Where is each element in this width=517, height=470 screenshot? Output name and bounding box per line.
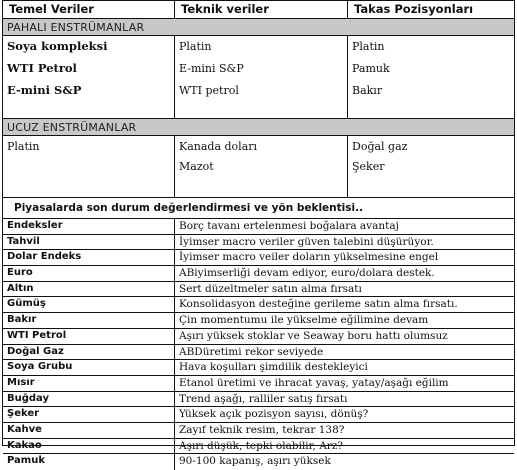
expensive-technical-item: E-mini S&P — [179, 62, 244, 75]
expensive-position-item: Bakır — [352, 84, 383, 97]
instrument-outlook: İyimser macro veiler doların yükselmesine engel — [179, 251, 439, 264]
expensive-instruments-row — [3, 36, 514, 119]
instrument-name: Gümüş — [3, 297, 175, 312]
table-row — [3, 392, 514, 408]
instrument-name: Pamuk — [3, 454, 175, 470]
header-technicals: Teknik veriler — [175, 1, 348, 18]
header-positions: Takas Pozisyonları — [354, 2, 474, 16]
table-row — [3, 313, 514, 329]
instrument-outlook: ABiyimserliği devam ediyor, euro/dolara destek. — [179, 267, 435, 280]
table-row — [3, 297, 514, 313]
instrument-name: Altın — [3, 282, 175, 297]
instrument-name: Buğday — [3, 392, 175, 407]
table-row — [3, 235, 514, 251]
cheap-technicals-cell — [175, 136, 348, 197]
cheap-technical-item: Mazot — [179, 160, 214, 173]
table-row — [3, 266, 514, 282]
table-row — [3, 376, 514, 392]
table-row — [3, 423, 514, 439]
assessment-table — [3, 219, 514, 470]
instrument-name: Euro — [3, 266, 175, 281]
cheap-position-item: Şeker — [352, 160, 385, 173]
table-row — [3, 439, 514, 455]
instrument-outlook: 90-100 kapanış, aşırı yüksek — [179, 455, 331, 468]
expensive-technical-item: WTI petrol — [179, 84, 239, 97]
instrument-name: Soya Grubu — [3, 360, 175, 375]
table-row — [3, 329, 514, 345]
assessment-title: Piyasalarda son durum değerlendirmesi ve yön beklentisi.. — [3, 198, 514, 219]
table-row — [3, 360, 514, 376]
expensive-section-label: PAHALI ENSTRÜMANLAR — [3, 19, 514, 36]
cheap-section-label: UCUZ ENSTRÜMANLAR — [3, 119, 514, 136]
instrument-outlook: ABDüretimi rekor seviyede — [179, 345, 324, 358]
cheap-fundamental-item: Platin — [7, 140, 40, 153]
instrument-outlook: Sert düzeltmeler satın alma fırsatı — [179, 282, 362, 295]
instrument-outlook: Aşırı yüksek stoklar ve Seaway boru hattı olumsuz — [179, 329, 448, 342]
instrument-name: Bakır — [3, 313, 175, 328]
table-row — [3, 454, 514, 470]
header-fundamentals: Temel Veriler — [3, 1, 175, 18]
expensive-technical-item: Platin — [179, 40, 212, 53]
instrument-outlook: Konsolidasyon desteğine gerileme satın alma fırsatı. — [179, 298, 458, 311]
instrument-outlook: Çin momentumu ile yükselme eğilimine devam — [179, 314, 429, 327]
cheap-technical-item: Kanada doları — [179, 140, 258, 153]
instrument-outlook: Aşırı düşük, tepki olabilir, Arz? — [179, 439, 343, 452]
expensive-fundamental-item: E-mini S&P — [7, 83, 82, 97]
cheap-positions-cell — [348, 136, 514, 197]
instrument-name: Tahvil — [3, 235, 175, 250]
table-row — [3, 282, 514, 298]
market-outlook-table — [2, 0, 515, 468]
instrument-name: Kakao — [3, 439, 175, 454]
table-row — [3, 219, 514, 235]
instrument-name: Şeker — [3, 407, 175, 422]
expensive-technicals-cell — [175, 36, 348, 118]
expensive-position-item: Platin — [352, 40, 385, 53]
instrument-name: Mısır — [3, 376, 175, 391]
table-row — [3, 407, 514, 423]
expensive-positions-cell — [348, 36, 514, 118]
instrument-outlook: Yüksek açık pozisyon sayısı, dönüş? — [179, 408, 369, 421]
instrument-name: Kahve — [3, 423, 175, 438]
cheap-fundamentals-cell — [3, 136, 175, 197]
instrument-name: WTI Petrol — [3, 329, 175, 344]
instrument-name: Dolar Endeks — [3, 250, 175, 265]
cheap-instruments-row — [3, 136, 514, 198]
expensive-position-item: Pamuk — [352, 62, 390, 75]
instrument-outlook: Hava koşulları şimdilik destekleyici — [179, 361, 368, 374]
instrument-name: Endeksler — [3, 219, 175, 234]
instrument-outlook: Etanol üretimi ve ihracat yavaş, yatay/aşağı eğilim — [179, 376, 449, 389]
header-row — [3, 1, 514, 19]
expensive-fundamental-item: WTI Petrol — [7, 61, 77, 75]
instrument-outlook: Trend aşağı, ralliler satış fırsatı — [179, 392, 348, 405]
instrument-outlook: Zayıf teknik resim, tekrar 138? — [179, 423, 345, 436]
expensive-fundamental-item: Soya kompleksi — [7, 39, 108, 53]
table-row — [3, 250, 514, 266]
instrument-outlook: İyimser macro veriler güven talebini düşürüyor. — [179, 235, 434, 248]
instrument-name: Doğal Gaz — [3, 345, 175, 360]
expensive-fundamentals-cell — [3, 36, 175, 118]
instrument-outlook: Borç tavanı ertelenmesi boğalara avantaj — [179, 220, 399, 232]
cheap-position-item: Doğal gaz — [352, 140, 408, 153]
table-row — [3, 345, 514, 361]
